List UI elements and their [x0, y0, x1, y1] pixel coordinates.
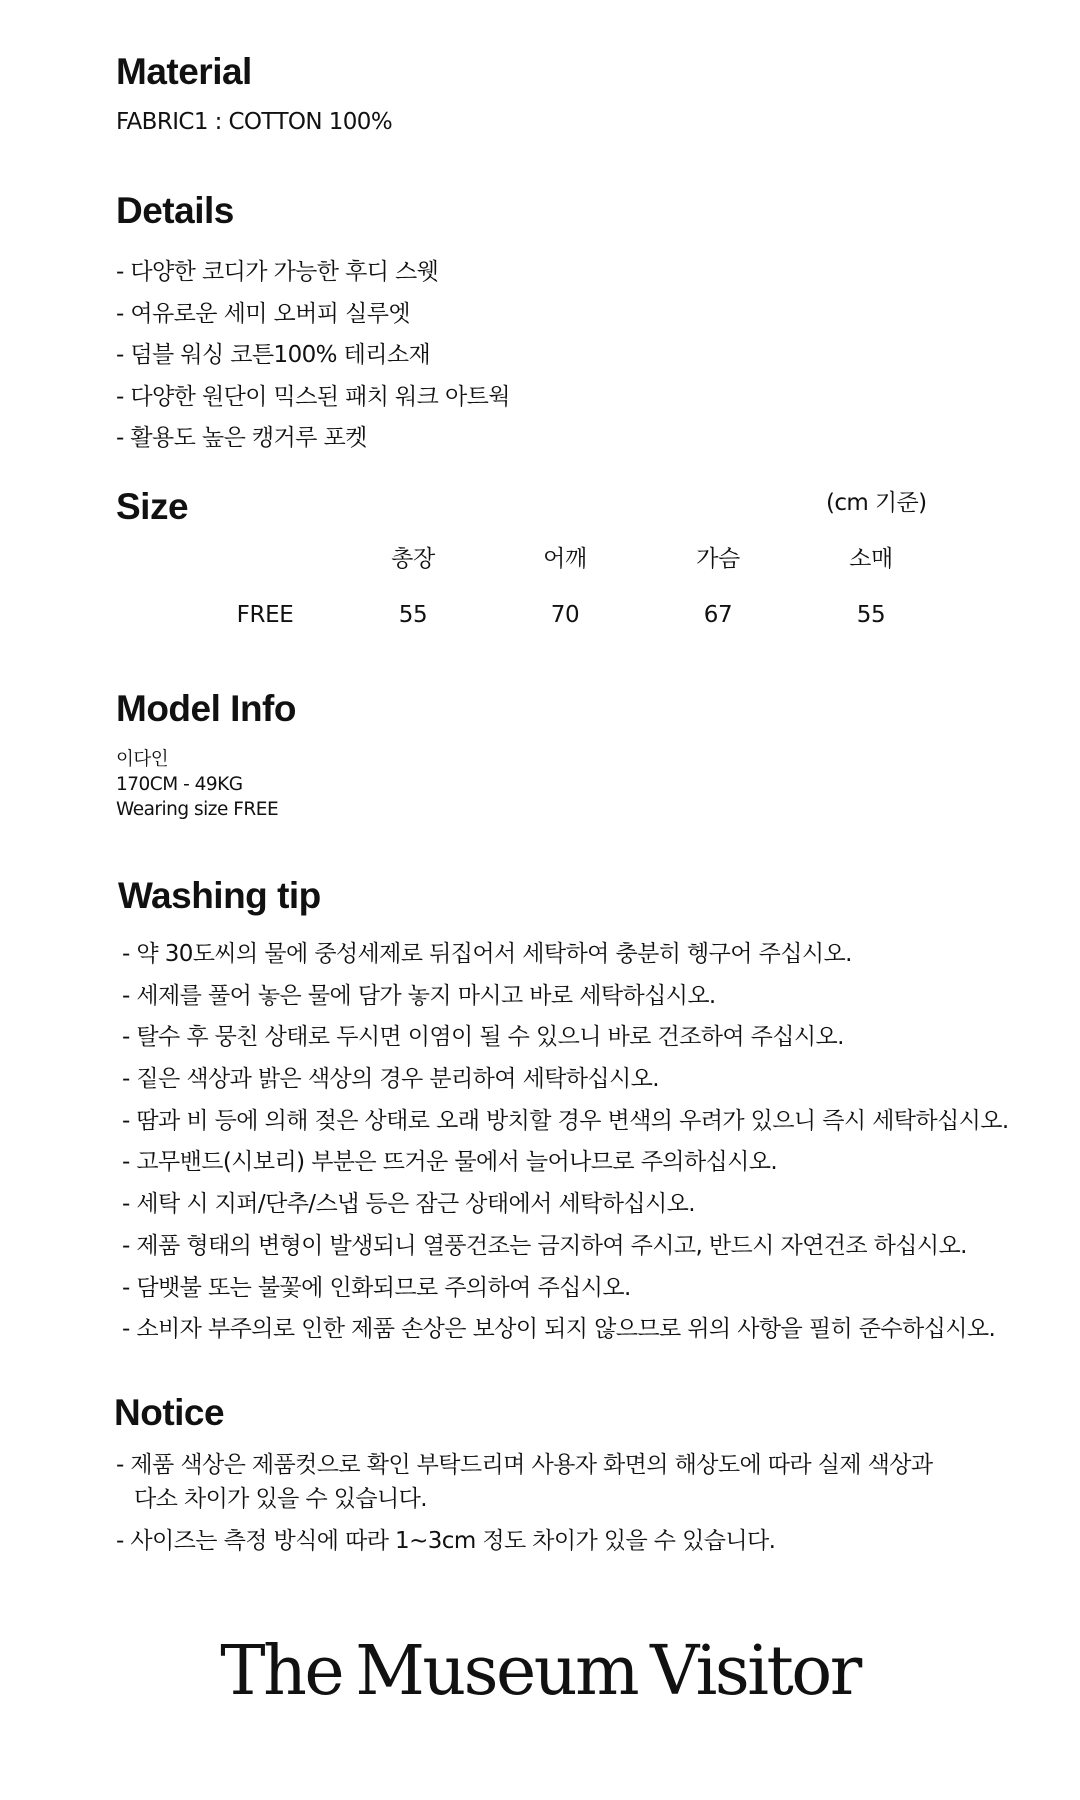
washing-tip-item: - 짙은 색상과 밝은 색상의 경우 분리하여 세탁하십시오. — [122, 1066, 659, 1093]
washing-tip-item: - 약 30도씨의 물에 중성세제로 뒤집어서 세탁하여 충분히 헹구어 주십시오. — [122, 941, 852, 967]
washing-tip-item: - 소비자 부주의로 인한 제품 손상은 보상이 되지 않으므로 위의 사항을 필히 준수하십시오. — [122, 1316, 996, 1343]
washing-tip-item: - 세탁 시 지퍼/단추/스냅 등은 잠근 상태에서 세탁하십시오. — [122, 1191, 695, 1218]
material-heading: Material — [116, 51, 252, 92]
details-item: - 다양한 원단이 믹스된 패치 워크 아트웍 — [116, 383, 510, 410]
washing-tip-item: - 탈수 후 뭉친 상태로 두시면 이염이 될 수 있으니 바로 건조하여 주십시오. — [122, 1024, 844, 1051]
washing-tip-heading: Washing tip — [118, 875, 321, 916]
model-wearing-size: Wearing size FREE — [116, 799, 279, 820]
washing-tip-item: - 고무밴드(시보리) 부분은 뜨거운 물에서 늘어나므로 주의하십시오. — [122, 1149, 778, 1176]
notice-item-line: - 제품 색상은 제품컷으로 확인 부탁드리며 사용자 화면의 해상도에 따라 실제 색상과 — [116, 1452, 933, 1478]
size-column-header: 가슴 — [696, 546, 740, 572]
details-item: - 여유로운 세미 오버피 실루엣 — [116, 300, 410, 327]
details-item: - 활용도 높은 캥거루 포켓 — [116, 425, 367, 451]
model-info-block — [116, 747, 278, 822]
brand-logo: The Museum Visitor — [220, 1632, 860, 1711]
size-cell-value: 55 — [856, 602, 886, 628]
notice-item-line: 다소 차이가 있을 수 있습니다. — [134, 1486, 427, 1512]
size-heading: Size — [116, 486, 189, 527]
size-cell-value: 67 — [703, 602, 733, 628]
details-item: - 다양한 코디가 가능한 후디 스웻 — [116, 259, 439, 285]
size-row-label: FREE — [236, 602, 294, 628]
model-measurements: 170CM - 49KG — [116, 774, 243, 795]
size-cell-value: 70 — [550, 602, 580, 628]
notice-item-line: - 사이즈는 측정 방식에 따라 1~3cm 정도 차이가 있을 수 있습니다. — [116, 1528, 776, 1554]
washing-tip-item: - 세제를 풀어 놓은 물에 담가 놓지 마시고 바로 세탁하십시오. — [122, 982, 716, 1009]
washing-tip-item: - 땀과 비 등에 의해 젖은 상태로 오래 방치할 경우 변색의 우려가 있으니 즉시 세탁하십시오. — [122, 1107, 1009, 1134]
washing-tip-list — [122, 935, 1009, 1352]
model-name: 이다인 — [116, 749, 169, 770]
details-item: - 덤블 워싱 코튼100% 테리소재 — [116, 342, 431, 368]
notice-heading: Notice — [114, 1392, 225, 1433]
size-column-header: 소매 — [849, 546, 893, 572]
size-column-header: 총장 — [391, 546, 435, 572]
details-heading: Details — [116, 190, 234, 231]
size-unit-note: (cm 기준) — [826, 490, 927, 516]
details-list — [116, 253, 510, 461]
material-text: FABRIC1 : COTTON 100% — [116, 109, 393, 135]
model-info-heading: Model Info — [116, 688, 296, 729]
washing-tip-item: - 담뱃불 또는 불꽃에 인화되므로 주의하여 주십시오. — [122, 1274, 631, 1301]
washing-tip-item: - 제품 형태의 변형이 발생되니 열풍건조는 금지하여 주시고, 반드시 자연건조 하십시오. — [122, 1232, 967, 1259]
size-cell-value: 55 — [398, 602, 428, 628]
size-column-header: 어깨 — [543, 546, 587, 572]
